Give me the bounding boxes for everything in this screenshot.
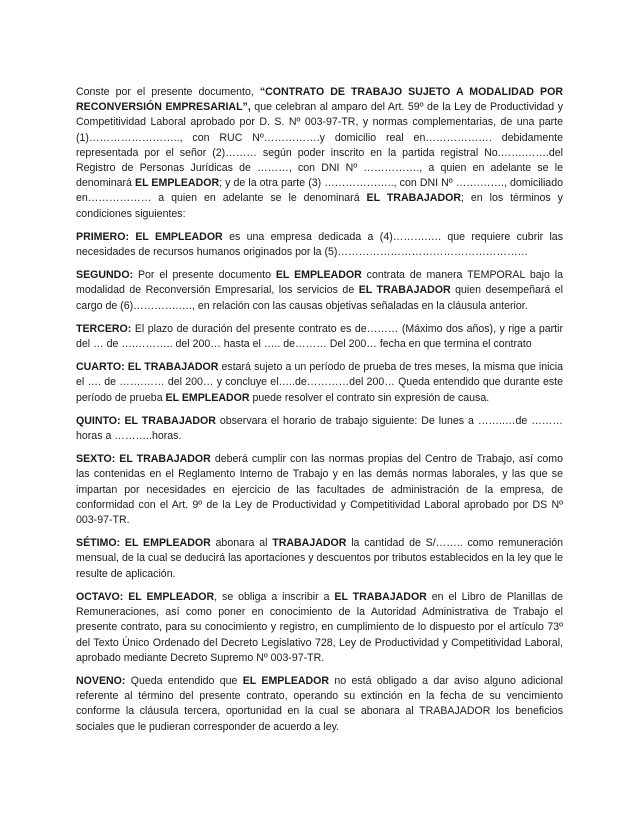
run-bold: EL TRABAJADOR [334,590,427,603]
run-bold: SÉTIMO: EL EMPLEADOR [76,537,211,550]
run-bold: NOVENO: [76,674,126,687]
run: puede resolver el contrato sin expresión de causa. [249,391,490,404]
clause-sexto [76,452,563,528]
run-bold: EL TRABAJADOR [358,284,451,297]
run-bold: EL TRABAJADOR [366,192,461,205]
clause-setimo [76,536,563,582]
clause-primero [76,230,563,260]
run-bold: PRIMERO: EL EMPLEADOR [76,230,223,243]
run: Conste por el presente documento, [76,86,260,98]
run-bold: SEXTO: EL TRABAJADOR [76,453,211,466]
run-bold: SEGUNDO: [76,269,134,282]
run: El plazo de duración del presente contrato es de……… (Máximo dos años), y rige a partir del … de ….……….. del 200… hasta el ….. de……… Del 200… fecha en que termina el contrato [76,322,563,351]
run-bold: CUARTO: EL TRABAJADOR [76,361,219,374]
run-bold: EL EMPLEADOR [135,177,220,190]
run: no está obligado a dar aviso alguno adicional referente al término del presente contrato, operando su extinción en la fecha de su vencimiento conforme la cláusula tercera, oportunidad en la cual se abonara al TRABAJADOR los beneficios sociales que le pudieran corresponder de acuerdo a ley. [76,674,563,733]
run-bold: EL EMPLEADOR [275,269,362,282]
clause-quinto [76,414,563,444]
run: en el Libro de Planillas de Remuneraciones, así como poner en conocimiento de la Autoridad Administrativa de Trabajo el presente contrato, para su conocimiento y registro, en cumplimiento de lo dispuesto por el artículo 73º del Texto Único Ordenado del Decreto Legislativo 728, Ley de Productividad y Competitividad Laboral, aprobado mediante Decreto Supremo Nº 003-97-TR. [76,590,564,664]
run: estará sujeto a un período de prueba de tres meses, la misma que inicia el …. de …….…… del 200… y concluye el…..de…………del 200… Queda entendido que durante este período de prueba [76,361,563,404]
run-bold: TRABAJADOR [272,537,347,550]
run: contrata de manera TEMPORAL bajo la modalidad de Reconversión Empresarial, los servicios de [76,269,563,297]
intro-paragraph [76,85,563,222]
run: que celebran al amparo del Art. 59º de la Ley de Productividad y Competitividad Laboral aprobado por D. S. Nº 003-97-TR, y normas complementarias, de una parte (1)…………………….., con RUC Nº…………….y domicilio real en………………. debidamente representada por el señor (2)……… según poder inscrito en la partida registral No.…….…….del Registro de Personas Jurídicas de ………, con DNI Nº ……………., a quien en adelante se le denominará [76,101,563,190]
run: la cantidad de S/…….. como remuneración mensual, de la cual se deducirá las aportaciones y descuentos por tributos establecidos en la ley que le resulte de aplicación. [76,537,563,580]
run: Queda entendido que [125,674,243,687]
clause-octavo [76,590,563,666]
run: Por el presente documento [133,269,276,282]
run-bold: “CONTRATO DE TRABAJO SUJETO A MODALIDAD POR RECONVERSIÓN EMPRESARIAL”, [76,86,563,114]
run: ; y de la otra parte (3) ……………….., con DNI Nº …….……., domiciliado en……………… a quien en adelante se le denominará [76,177,563,205]
contract-document [76,85,563,743]
run: observara el horario de trabajo siguiente: De lunes a ……..…de ………horas a ………..horas. [76,414,563,443]
run: ; en los términos y condiciones siguientes: [76,192,563,220]
run-bold: OCTAVO: EL EMPLEADOR [76,590,215,603]
run: abonara al [210,537,273,550]
run: quien desempeñará el cargo de (6)………….…., en relación con las causas objetivas señaladas en la cláusula anterior. [76,284,563,312]
clause-segundo [76,268,563,314]
clause-cuarto [76,360,563,406]
run: es una empresa dedicada a (4)……….…. que requiere cubrir las necesidades de recursos humanos originados por la (5)……………………………………………… [76,230,563,259]
clause-tercero [76,322,563,352]
run-bold: EL EMPLEADOR [165,391,250,404]
run: deberá cumplir con las normas propias del Centro de Trabajo, así como las contenidas en el Reglamento Interno de Trabajo y en las demás normas laborales, y las que se impartan por necesidades en ejercicio de las facultades de administración de la empresa, de conformidad con el Art. 9º de la Ley de Productividad y Competitividad Laboral aprobado por DS Nº 003-97-TR. [76,453,564,527]
clause-noveno [76,674,563,735]
run: , se obliga a inscribir a [214,590,335,603]
run-bold: QUINTO: EL TRABAJADOR [76,414,216,427]
run-bold: TERCERO: [76,322,132,335]
run-bold: EL EMPLEADOR [242,674,330,687]
